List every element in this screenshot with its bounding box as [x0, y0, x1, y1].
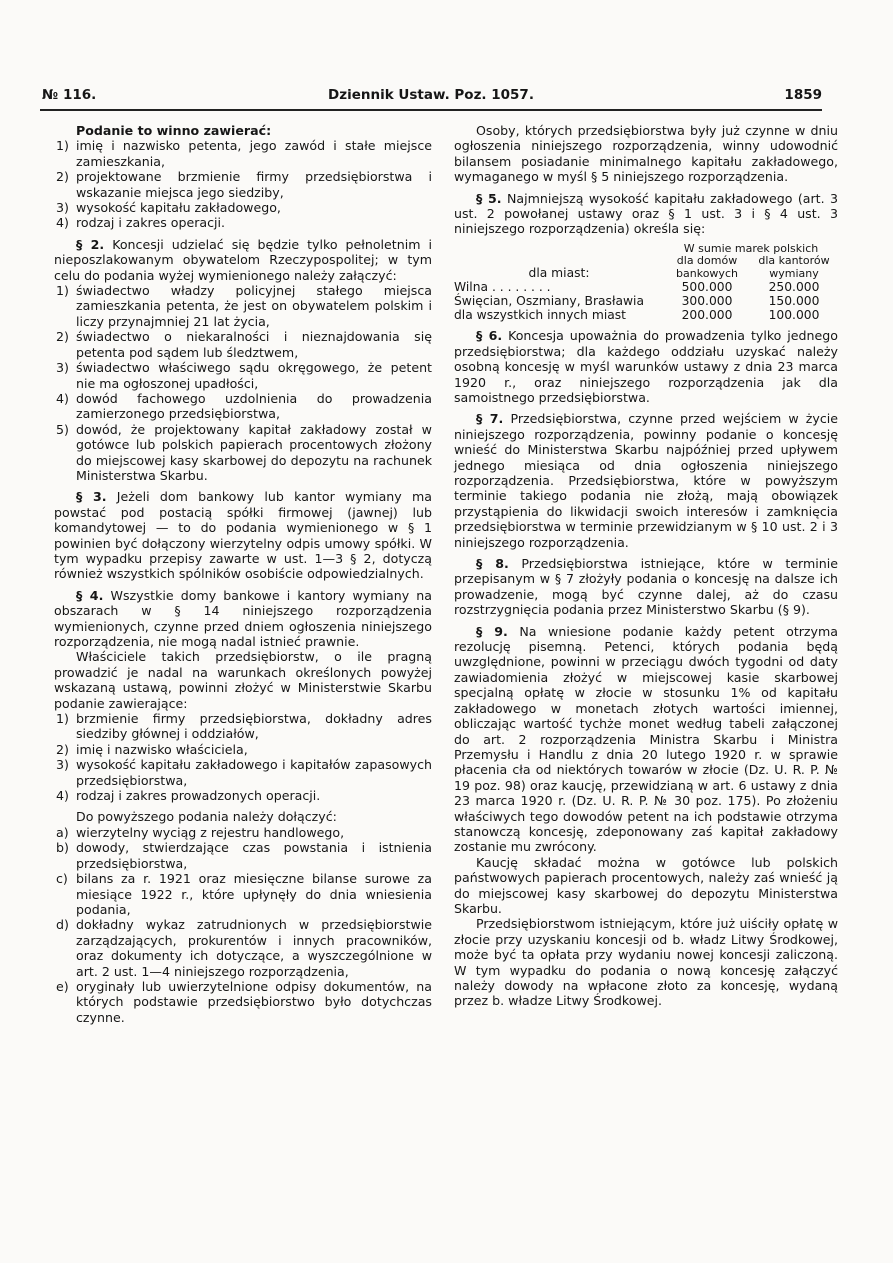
section-text: Przedsiębiorstwa, czynne przed wejściem w życie niniejszego rozporządzenia, powinny podanie o koncesję wnieść do Ministerstwa Skarbu najpóźniej przed upływem jednego miesiąca od dnia ogłoszenia niniejszego rozporządzenia. Przedsiębiorstwa, które w powyższym terminie takiego podania nie złożą, mają obowiązek przystąpienia do likwidacji swoich interesów i zamknięcia przedsiębiorstwa w terminie przewidzianym w § 10 ust. 2 i 3 niniejszego rozporządzenia. — [454, 411, 838, 550]
section-mark: § 3. — [76, 489, 107, 505]
item-letter: b) — [56, 840, 69, 856]
section-2-paragraph — [54, 237, 432, 283]
list-item — [54, 788, 432, 803]
list-item — [54, 757, 432, 788]
table-cell-city: Święcian, Oszmiany, Brasławia — [454, 294, 645, 309]
item-letter: a) — [56, 824, 69, 840]
table-cell-kantor: 150.000 — [768, 294, 820, 309]
list-item — [54, 840, 432, 871]
item-number: 3) — [56, 200, 69, 216]
list-item — [54, 825, 432, 840]
item-text: wysokość kapitału zakładowego, — [76, 200, 281, 216]
list-item — [54, 711, 432, 742]
left-column — [54, 123, 432, 1025]
item-letter: c) — [56, 871, 68, 887]
item-number: 4) — [56, 215, 69, 231]
item-text: oryginały lub uwierzytelnione odpisy dokumentów, na których podstawie przedsiębiorstwo było dotychczas czynne. — [76, 978, 432, 1025]
table-cell-bank: 200.000 — [681, 308, 733, 323]
existing-fee-paragraph: Przedsiębiorstwom istniejącym, które już uiściły opłatę w złocie przy uzyskaniu koncesji od b. władz Litwy Środkowej, może być ta opłata przy wydaniu nowej koncesji zaliczoną. W tym wypadku do podania o nową koncesję załączyć należy dowody na wpłacone złoto za koncesję, wydaną przez b. władze Litwy Środkowej. — [454, 916, 838, 1009]
item-text: wysokość kapitału zakładowego i kapitałów zapasowych przedsiębiorstwa, — [76, 757, 432, 788]
list-item — [54, 169, 432, 200]
item-text: dowód, że projektowany kapitał zakładowy został w gotówce lub polskich papierach procentowych złożony do miejscowej kasy skarbowej do depozytu na rachunek Ministerstwa Skarbu. — [76, 421, 432, 483]
list-item — [54, 742, 432, 757]
deposit-paragraph: Kaucję składać można w gotówce lub polskich państwowych papierach procentowych, należy zaś wnieść ją do miejscowej kasy skarbowej do depozytu Ministerstwa Skarbu. — [454, 854, 838, 916]
list-item — [54, 329, 432, 360]
item-text: wierzytelny wyciąg z rejestru handlowego, — [76, 824, 345, 840]
section-text: Najmniejszą wysokość kapitału zakładowego (art. 3 ust. 2 powołanej ustawy oraz § 1 ust. 3 i § 4 ust. 3 niniejszego rozporządzenia) określa się: — [454, 190, 838, 237]
section-mark: § 7. — [476, 411, 504, 427]
issue-number: № 116. — [42, 87, 97, 103]
list-item — [54, 979, 432, 1025]
item-text: dokładny wykaz zatrudnionych w przedsiębiorstwie zarządzających, prokurentów i innych pracowników, oraz dokumenty ich dotyczące, a wyszczególnione w art. 2 ust. 1—4 niniejszego rozporządzenia, — [76, 917, 432, 979]
item-text: imię i nazwisko właściciela, — [76, 741, 248, 757]
journal-title: Dziennik Ustaw. Poz. 1057. — [328, 87, 534, 103]
item-number: 4) — [56, 788, 69, 804]
section-5-paragraph — [454, 191, 838, 237]
table-cell-bank: 300.000 — [681, 294, 733, 309]
capital-proof-paragraph: Osoby, których przedsiębiorstwa były już czynne w dniu ogłoszenia niniejszego rozporządzenia, winny udowodnić bilansem posiadanie minimalnego kapitału zakładowego, wymaganego w myśl § 5 niniejszego rozporządzenia. — [454, 123, 838, 185]
item-text: brzmienie firmy przedsiębiorstwa, dokładny adres siedziby głównej i oddziałów, — [76, 711, 432, 742]
application-contents-list — [54, 138, 432, 230]
table-row — [454, 294, 838, 308]
section-text: Koncesja upoważnia do prowadzenia tylko jednego przedsiębiorstwa; dla każdego oddziału uzyskać należy osobną koncesję w myśl warunków ustawy z dnia 23 marca 1920 r., oraz niniejszego rozporządzenia jak dla samoistnego przedsiębiorstwa. — [454, 328, 838, 405]
item-text: świadectwo władzy policyjnej stałego miejsca zamieszkania petenta, że jest on obywatelem polskim i liczy przynajmniej 21 lat życia, — [76, 283, 432, 329]
minimum-capital-table — [454, 243, 838, 323]
list-item — [54, 871, 432, 917]
item-text: projektowane brzmienie firmy przedsiębiorstwa i wskazanie miejsca jego siedziby, — [76, 169, 432, 200]
page-header — [40, 88, 822, 106]
required-attachments-list — [54, 283, 432, 483]
table-group-header: W sumie marek polskich — [683, 241, 819, 255]
section-4-owners-paragraph: Właściciele takich przedsiębiorstw, o ile pragną prowadzić je nadal na warunkach określonych powyżej wskazaną ustawą, powinni złożyć w Ministerstwie Skarbu podanie zawierające: — [54, 649, 432, 711]
section-mark: § 6. — [476, 328, 503, 344]
list-item — [54, 215, 432, 230]
list-item — [54, 360, 432, 391]
table-cell-kantor: 100.000 — [768, 308, 820, 323]
section-text: Przedsiębiorstwa istniejące, które w terminie przepisanym w § 7 złożyły podania o koncesję na dalsze ich prowadzenie, mogą być czynne dalej, aż do czasu rozstrzygnięcia podania przez Ministerstwo Skarbu (§ 9). — [454, 556, 838, 618]
table-cell-city: dla wszystkich innych miast — [454, 308, 626, 323]
list-item — [54, 391, 432, 422]
section-8-paragraph — [454, 556, 838, 618]
right-column — [454, 123, 838, 1009]
existing-firm-attachments-list — [54, 825, 432, 1025]
item-number: 2) — [56, 169, 69, 185]
item-number: 4) — [56, 390, 69, 406]
item-number: 1) — [56, 138, 69, 154]
list-item — [54, 283, 432, 329]
attachments-intro: Do powyższego podania należy dołączyć: — [76, 809, 337, 825]
section-text: Jeżeli dom bankowy lub kantor wymiany ma powstać pod postacią spółki firmowej (jawnej) lub komandytowej — to do podania wymienionego w § 1 powinien być dołączony wierzytelny odpis umowy spółki. W tym wypadku przepisy zawarte w ust. 1—3 § 2, dotyczą również wszystkich spólników osobiście odpowiedzialnych. — [54, 489, 432, 582]
item-text: imię i nazwisko petenta, jego zawód i stałe miejsce zamieszkania, — [76, 138, 432, 169]
table-cell-city: Wilna . . . . . . . . — [454, 280, 551, 295]
section-6-paragraph — [454, 328, 838, 405]
page-number: 1859 — [784, 87, 822, 103]
section-9-paragraph — [454, 624, 838, 855]
section-4-paragraph — [54, 588, 432, 650]
item-text: świadectwo właściwego sądu okręgowego, że petent nie ma ogłoszonej upadłości, — [76, 360, 432, 391]
item-letter: d) — [56, 917, 69, 933]
section-mark: § 2. — [76, 236, 105, 252]
section-text: Na wniesione podanie każdy petent otrzyma rezolucję pisemną. Petenci, których podania będą uwzględnione, powinni w przeciągu dwóch tygodni od daty zawiadomienia złożyć w miejscowej kasie skarbowej specjalną opłatę w złocie w stosunku 1% od kapitału zakładowego w monetach złotych wartości imiennej, obliczając wartość tychże monet według tabeli załączonej do art. 2 rozporządzenia Ministra Skarbu i Ministra Przemysłu i Handlu z dnia 20 lutego 1920 r. w sprawie płacenia cła od niektórych towarów w złocie (Dz. U. R. P. № 19 poz. 98) oraz kaucję, przewidzianą w art. 6 ustawy z dnia 23 marca 1920 r. (Dz. U. R. P. № 30 poz. 175). Po złożeniu właściwych tego dowodów petent na ich podstawie otrzyma stanowczą koncesję, zdeponowany zaś kapitał zakładowy zostanie mu zwrócony. — [454, 623, 838, 855]
section-mark: § 4. — [76, 587, 104, 603]
section-7-paragraph — [454, 411, 838, 550]
item-number: 2) — [56, 329, 69, 345]
item-text: rodzaj i zakres prowadzonych operacji. — [76, 788, 321, 804]
item-text: dowód fachowego uzdolnienia do prowadzenia zamierzonego przedsiębiorstwa, — [76, 390, 432, 422]
section-mark: § 9. — [476, 623, 508, 639]
section-text: Koncesji udzielać się będzie tylko pełnoletnim i nieposzlakowanym obywatelom Rzeczypospolitej; w tym celu do podania wyżej wymienionego należy załączyć: — [54, 236, 432, 283]
existing-firm-contents-list — [54, 711, 432, 803]
list-item — [54, 138, 432, 169]
item-text: bilans za r. 1921 oraz miesięczne bilanse surowe za miesiące 1922 r., które upłynęły do dnia wniesienia podania, — [76, 871, 432, 917]
section-3-paragraph — [54, 489, 432, 581]
table-header-bank: dla domów bankowych — [676, 254, 738, 280]
header-rule — [40, 109, 822, 111]
item-letter: e) — [56, 978, 69, 994]
table-cell-bank: 500.000 — [681, 280, 733, 295]
table-header-city: dla miast: — [528, 266, 590, 281]
table-row — [454, 280, 838, 294]
table-row — [454, 308, 838, 322]
intro-paragraph: Podanie to winno zawierać: — [76, 123, 272, 138]
item-text: dowody, stwierdzające czas powstania i istnienia przedsiębiorstwa, — [76, 840, 432, 871]
table-cell-kantor: 250.000 — [768, 280, 820, 295]
item-number: 1) — [56, 283, 69, 299]
item-text: świadectwo o niekaralności i nieznajdowania się petenta pod sądem lub śledztwem, — [76, 329, 432, 360]
item-text: rodzaj i zakres operacji. — [76, 215, 226, 231]
item-number: 2) — [56, 741, 69, 757]
section-text: Wszystkie domy bankowe i kantory wymiany na obszarach w § 14 niniejszego rozporządzenia wymienionych, czynne przed dniem ogłoszenia niniejszego rozporządzenia, nie mogą nadal istnieć prawnie. — [54, 587, 432, 649]
list-item — [54, 200, 432, 215]
item-number: 3) — [56, 757, 69, 773]
list-item — [54, 422, 432, 484]
item-number: 5) — [56, 421, 69, 437]
table-header-kantor: dla kantorów wymiany — [758, 254, 830, 280]
item-number: 1) — [56, 711, 69, 727]
item-number: 3) — [56, 360, 69, 376]
list-item — [54, 917, 432, 979]
section-mark: § 8. — [476, 556, 509, 572]
section-mark: § 5. — [476, 190, 502, 206]
